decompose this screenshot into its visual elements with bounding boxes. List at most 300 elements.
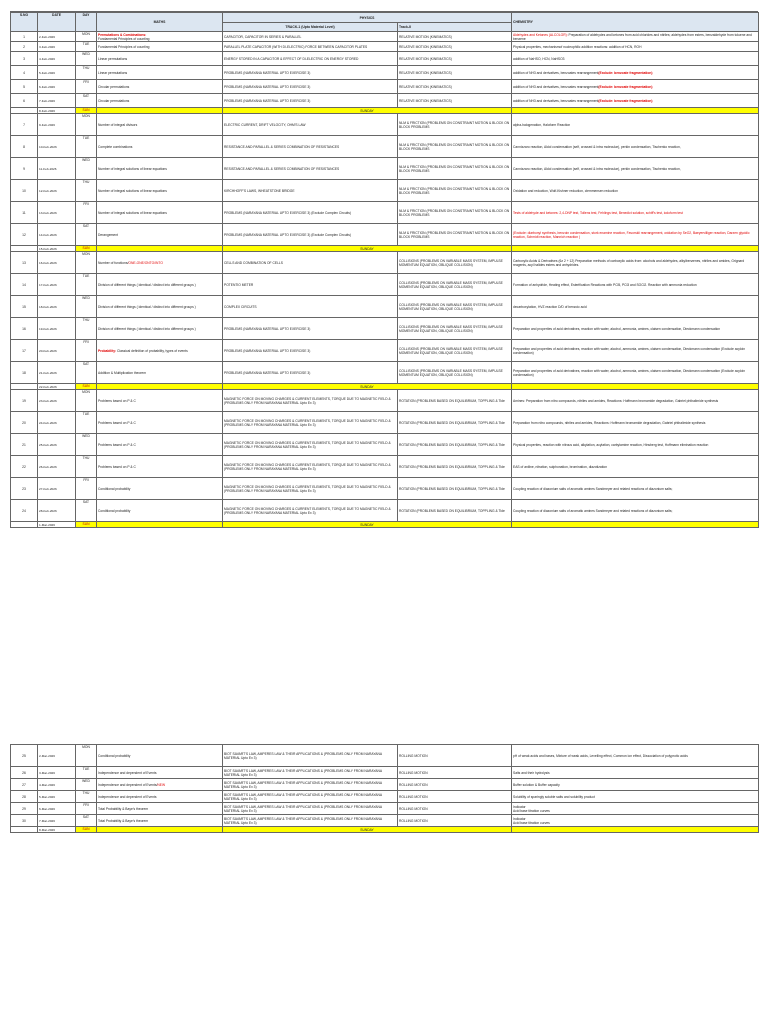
maths-topic: Number of integral divisors <box>98 122 138 127</box>
chemistry-cell <box>512 42 759 52</box>
table-row <box>11 296 759 318</box>
date-cell: 2-Mar-2026 <box>38 745 76 767</box>
day-cell: MON <box>76 745 97 767</box>
chemistry-cell <box>512 66 759 80</box>
maths-cell <box>97 252 223 274</box>
day-cell: MON <box>76 390 97 412</box>
maths-topic: Division of different things ( identical / distinct into different groups ) <box>98 304 196 309</box>
chemistry-cell <box>512 158 759 180</box>
sno-cell: 25 <box>11 745 38 767</box>
maths-cell <box>97 32 223 42</box>
table-row <box>11 390 759 412</box>
sunday-label: SUNDAY <box>223 384 512 390</box>
date-cell: 10-Feb-2026 <box>38 136 76 158</box>
sno-cell: 18 <box>11 362 38 384</box>
sno-cell: 23 <box>11 478 38 500</box>
day-cell: WED <box>76 158 97 180</box>
date-cell: 8-Mar-2026 <box>38 827 76 833</box>
maths-topic: Number of integral solutions of linear equations <box>98 188 167 193</box>
maths-topic: Number of integral solutions of linear equations <box>98 166 167 171</box>
maths-topic: Problems based on P & C <box>98 420 136 425</box>
physics-track2-cell: ROLLING MOTION <box>398 791 512 803</box>
date-cell: 20-Feb-2026 <box>38 340 76 362</box>
maths-topic-heading: Permutations & Combinations: <box>98 32 147 37</box>
maths-topic: Linear permutations <box>98 70 128 75</box>
physics-track2-cell: RELATIVE MOTION (KINEMATICS) <box>398 80 512 94</box>
physics-track2-cell: ROTATION (PROBLEMS BASED ON EQUILIBRIUM, TOPPLING & Tide <box>398 500 512 522</box>
maths-cell <box>97 827 223 833</box>
chemistry-cell <box>512 80 759 94</box>
date-cell: 9-Feb-2026 <box>38 114 76 136</box>
chemistry-cell <box>512 803 759 815</box>
maths-cell <box>97 52 223 66</box>
sunday-label: SUNDAY <box>223 827 512 833</box>
table-row <box>11 412 759 434</box>
physics-track1-cell: KIRCHHOFF'S LAWS, WHEATSTONE BRIDGE <box>223 180 398 202</box>
chemistry-topic: addition of NH3 and derivatives, benzoates rearrangement <box>513 84 599 89</box>
maths-topic: Problems based on P & C <box>98 442 136 447</box>
chemistry-topic: Preparation from nitro compounds, nitriles and amides, Reactions: Hoffmann bromamide degradation, Gabriel phthalimide synthesis <box>513 420 706 425</box>
physics-track2-cell: NLM & FRICTION (PROBLEMS ON CONSTRAINT MOTION & BLOCK ON BLOCK PROBLEMS <box>398 136 512 158</box>
sno-cell: 20 <box>11 412 38 434</box>
table-row <box>11 362 759 384</box>
physics-track1-cell: PROBLEMS (NARAYANA MATERIAL UPTO EXERCISE 3) <box>223 66 398 80</box>
physics-track2-cell: NLM & FRICTION (PROBLEMS ON CONSTRAINT MOTION & BLOCK ON BLOCK PROBLEMS <box>398 180 512 202</box>
chemistry-cell <box>512 114 759 136</box>
sno-cell: 1 <box>11 32 38 42</box>
maths-topic: Complete combinations <box>98 144 133 149</box>
date-cell: 24-Feb-2026 <box>38 412 76 434</box>
sunday-label: SUNDAY <box>223 522 512 528</box>
table-row <box>11 66 759 80</box>
date-cell: 15-Feb-2026 <box>38 246 76 252</box>
day-cell: SUN <box>76 384 97 390</box>
chemistry-topic: addition of NaHSO, HCN, NaHSO3 <box>513 56 565 61</box>
table-row <box>11 434 759 456</box>
header-track1: TRACK-1 (Upto Material Level) <box>223 23 398 32</box>
maths-topic: Independence and dependent of Events <box>98 794 157 799</box>
maths-cell <box>97 318 223 340</box>
maths-cell <box>97 296 223 318</box>
physics-track1-cell: ENERGY STORED IN A CAPACITOR & EFFECT OF DI-ELECTRIC ON ENERGY STORED <box>223 52 398 66</box>
day-cell: SAT <box>76 224 97 246</box>
chemistry-topic: Coupling reaction of diazonium salts of aromatic amines Sandmeyer and related reactions of diazonium salts; <box>513 508 673 513</box>
chemistry-topic: Preparation and properties of acid derivatives, reaction with water, alcohol, ammonia, amines, claisen condensation, Dieckmann condensation (Exclude acyloin condensation) <box>513 346 746 355</box>
physics-track2-cell: RELATIVE MOTION (KINEMATICS) <box>398 32 512 42</box>
date-cell: 7-Mar-2026 <box>38 815 76 827</box>
maths-topic: Division of different things ( identical / distinct into different groups ) <box>98 282 196 287</box>
day-cell: WED <box>76 779 97 791</box>
sno-cell: 27 <box>11 779 38 791</box>
day-cell: THU <box>76 456 97 478</box>
physics-track2-cell: COLLISIONS (PROBLEMS ON VARIABLE MASS SYSTEM, IMPULSE MOMENTUM EQUATION, OBLIQUE COLLISION) <box>398 296 512 318</box>
chemistry-topic: Cannizzaro reaction, Aldol condensation (self, crossed & intra molecular), perkin condensation, Tischenko reaction, <box>513 166 681 171</box>
maths-topic: Total Probability & Baye's theorem <box>98 806 149 811</box>
chemistry-cell <box>512 745 759 767</box>
chemistry-cell <box>512 478 759 500</box>
maths-topic-note: ONE-ONE/ONTO/INTO <box>128 260 163 265</box>
date-cell: 22-Feb-2026 <box>38 384 76 390</box>
header-physics: PHYSICS <box>223 13 512 23</box>
chemistry-topic-heading: Tests of aldehyde and ketones: 2,4-DNP test, Tollens test, Fehlings test, Benedict solution, schiff's test, iodoform test <box>513 210 683 215</box>
table-row <box>11 274 759 296</box>
maths-cell <box>97 779 223 791</box>
day-cell: THU <box>76 791 97 803</box>
date-cell: 21-Feb-2026 <box>38 362 76 384</box>
table-row <box>11 779 759 791</box>
physics-track1-cell: RESISTANCE AND PARALLEL & SERIES COMBINATION OF RESISTANCES <box>223 158 398 180</box>
date-cell: 8-Feb-2026 <box>38 108 76 114</box>
date-cell: 14-Feb-2026 <box>38 224 76 246</box>
maths-cell <box>97 202 223 224</box>
chemistry-cell <box>512 180 759 202</box>
chemistry-cell <box>512 522 759 528</box>
sno-cell: 17 <box>11 340 38 362</box>
day-cell: SUN <box>76 246 97 252</box>
chemistry-cell <box>512 456 759 478</box>
physics-track2-cell: ROLLING MOTION <box>398 767 512 779</box>
chemistry-cell <box>512 827 759 833</box>
sno-cell: 5 <box>11 80 38 94</box>
chemistry-topic: Indicator Acid base titration curves <box>513 816 550 825</box>
day-cell: SAT <box>76 815 97 827</box>
sno-cell: 14 <box>11 274 38 296</box>
chemistry-cell <box>512 296 759 318</box>
maths-cell <box>97 66 223 80</box>
maths-cell <box>97 114 223 136</box>
maths-cell <box>97 158 223 180</box>
physics-track1-cell: POTENTIO METER <box>223 274 398 296</box>
physics-track1-cell: CELLS AND COMBINATION OF CELLS <box>223 252 398 274</box>
physics-track2-cell: COLLISIONS (PROBLEMS ON VARIABLE MASS SYSTEM, IMPULSE MOMENTUM EQUATION, OBLIQUE COLLISION) <box>398 340 512 362</box>
maths-topic: Independence and dependent of Events/ <box>98 782 158 787</box>
sno-cell: 8 <box>11 136 38 158</box>
sno-cell <box>11 522 38 528</box>
maths-topic: Circular permutations <box>98 84 130 89</box>
maths-topic: Division of different things ( identical / distinct into different groups ) <box>98 326 196 331</box>
sno-cell: 26 <box>11 767 38 779</box>
maths-cell <box>97 522 223 528</box>
date-cell: 13-Feb-2026 <box>38 202 76 224</box>
table-row <box>11 180 759 202</box>
physics-track1-cell: RESISTANCE AND PARALLEL & SERIES COMBINATION OF RESISTANCES <box>223 136 398 158</box>
sno-cell: 6 <box>11 94 38 108</box>
chemistry-cell <box>512 94 759 108</box>
chemistry-topic: addition of NH3 and derivatives, benzoates rearrangement <box>513 98 599 103</box>
chemistry-cell <box>512 779 759 791</box>
maths-cell <box>97 815 223 827</box>
table-row <box>11 340 759 362</box>
table-row <box>11 791 759 803</box>
physics-track2-cell: RELATIVE MOTION (KINEMATICS) <box>398 42 512 52</box>
table-row <box>11 500 759 522</box>
header-row <box>11 13 759 23</box>
physics-track1-cell: MAGNETIC FORCE ON MOVING CHARGES & CURRENT ELEMENTS, TORQUE DUE TO MAGNETIC FIELD & (PROBLEMS ONLY FROM NARAYANA MATERIAL Upto Ex 3) <box>223 434 398 456</box>
table-row <box>11 815 759 827</box>
day-cell: TUE <box>76 412 97 434</box>
chemistry-cell <box>512 412 759 434</box>
day-cell: TUE <box>76 136 97 158</box>
sunday-row <box>11 522 759 528</box>
physics-track2-cell: ROTATION (PROBLEMS BASED ON EQUILIBRIUM, TOPPLING & Tide <box>398 478 512 500</box>
physics-track1-cell: BIOT SAVART'S LAW, AMPERES LAW & THEIR APPLICATIONS & (PROBLEMS ONLY FROM NARAYANA MATERIAL Upto Ex 3) <box>223 791 398 803</box>
physics-track1-cell: BIOT SAVART'S LAW, AMPERES LAW & THEIR APPLICATIONS & (PROBLEMS ONLY FROM NARAYANA MATERIAL Upto Ex 3) <box>223 803 398 815</box>
chemistry-topic-heading: Aldehydes and Ketones (ALCOLGR): <box>513 32 568 37</box>
day-cell: MON <box>76 252 97 274</box>
chemistry-topic: Buffer solution & Buffer capacity <box>513 782 560 787</box>
chemistry-topic: Preparation and properties of acid derivatives, reaction with water, alcohol, ammonia, amines, claisen condensation, Dieckmann condensation <box>513 326 721 331</box>
physics-track2-cell: ROLLING MOTION <box>398 803 512 815</box>
table-row <box>11 136 759 158</box>
day-cell: THU <box>76 180 97 202</box>
date-cell: 5-Mar-2026 <box>38 791 76 803</box>
schedule-table-february <box>10 12 759 528</box>
physics-track2-cell: ROTATION (PROBLEMS BASED ON EQUILIBRIUM, TOPPLING & Tide <box>398 434 512 456</box>
sno-cell: 9 <box>11 158 38 180</box>
maths-topic: Classical definition of probability, types of events <box>116 348 188 353</box>
chemistry-cell <box>512 815 759 827</box>
physics-track1-cell: BIOT SAVART'S LAW, AMPERES LAW & THEIR APPLICATIONS & (PROBLEMS ONLY FROM NARAYANA MATERIAL Upto Ex 3) <box>223 767 398 779</box>
maths-cell <box>97 340 223 362</box>
header-day: DAY <box>76 13 97 32</box>
physics-track2-cell: ROLLING MOTION <box>398 815 512 827</box>
physics-track2-cell: ROTATION (PROBLEMS BASED ON EQUILIBRIUM, TOPPLING & Tide <box>398 390 512 412</box>
sunday-label: SUNDAY <box>223 246 512 252</box>
maths-topic-heading: Probability: <box>98 348 117 353</box>
chemistry-cell <box>512 791 759 803</box>
table-row <box>11 252 759 274</box>
schedule-table-march <box>10 744 759 833</box>
day-cell: MON <box>76 32 97 42</box>
sno-cell: 2 <box>11 42 38 52</box>
physics-track1-cell: BIOT SAVART'S LAW, AMPERES LAW & THEIR APPLICATIONS & (PROBLEMS ONLY FROM NARAYANA MATERIAL Upto Ex 3) <box>223 779 398 791</box>
date-cell: 25-Feb-2026 <box>38 434 76 456</box>
date-cell: 6-Feb-2026 <box>38 80 76 94</box>
table-row <box>11 224 759 246</box>
maths-topic: Total Probability & Baye's theorem <box>98 818 149 823</box>
maths-cell <box>97 136 223 158</box>
date-cell: 23-Feb-2026 <box>38 390 76 412</box>
chemistry-topic-note: (Exclude: benzoate fragmentation) <box>598 70 653 75</box>
physics-track2-cell: NLM & FRICTION (PROBLEMS ON CONSTRAINT MOTION & BLOCK ON BLOCK PROBLEMS <box>398 158 512 180</box>
table-row <box>11 767 759 779</box>
date-cell: 1-Mar-2026 <box>38 522 76 528</box>
chemistry-topic: Solubility of sparingly soluble salts and solubility product <box>513 794 595 799</box>
table-row <box>11 52 759 66</box>
physics-track2-cell: NLM & FRICTION (PROBLEMS ON CONSTRAINT MOTION & BLOCK ON BLOCK PROBLEMS <box>398 114 512 136</box>
physics-track2-cell: RELATIVE MOTION (KINEMATICS) <box>398 52 512 66</box>
chemistry-cell <box>512 390 759 412</box>
day-cell: WED <box>76 52 97 66</box>
table-row <box>11 158 759 180</box>
header-maths: MATHS <box>97 13 223 32</box>
physics-track2-cell: NLM & FRICTION (PROBLEMS ON CONSTRAINT MOTION & BLOCK ON BLOCK PROBLEMS <box>398 224 512 246</box>
sno-cell: 19 <box>11 390 38 412</box>
sno-cell: 13 <box>11 252 38 274</box>
physics-track2-cell: ROTATION (PROBLEMS BASED ON EQUILIBRIUM, TOPPLING & Tide <box>398 412 512 434</box>
table-row <box>11 42 759 52</box>
maths-topic: Number of integral solutions of linear equations <box>98 210 167 215</box>
maths-topic: Fundamental Principles of counting <box>98 36 150 41</box>
physics-track2-cell: ROLLING MOTION <box>398 779 512 791</box>
date-cell: 12-Feb-2026 <box>38 180 76 202</box>
maths-cell <box>97 94 223 108</box>
sno-cell: 29 <box>11 803 38 815</box>
date-cell: 3-Mar-2026 <box>38 767 76 779</box>
physics-track1-cell: CAPACITOR, CAPACITOR IN SERIES & PARALLEL <box>223 32 398 42</box>
table-row <box>11 94 759 108</box>
chemistry-topic: Cannizzaro reaction, Aldol condensation (self, crossed & intra molecular), perkin condensation, Tischenko reaction, <box>513 144 681 149</box>
maths-topic: Conditional probability <box>98 486 131 491</box>
table-row <box>11 114 759 136</box>
physics-track1-cell: COMPLEX CIRCUITS <box>223 296 398 318</box>
maths-cell <box>97 274 223 296</box>
chemistry-topic: Indicator Acid base titration curves <box>513 804 550 813</box>
sno-cell <box>11 827 38 833</box>
chemistry-cell <box>512 202 759 224</box>
day-cell: TUE <box>76 767 97 779</box>
sno-cell: 28 <box>11 791 38 803</box>
maths-cell <box>97 767 223 779</box>
sno-cell: 30 <box>11 815 38 827</box>
chemistry-cell <box>512 274 759 296</box>
chemistry-topic: Preparation and properties of acid derivatives, reaction with water, alcohol, ammonia, amines, claisen condensation, Dieckmann condensation (Exclude acyloin condensation) <box>513 368 746 377</box>
day-cell: FRI <box>76 340 97 362</box>
chemistry-topic: addition of NH3 and derivatives, benzoates rearrangement <box>513 70 599 75</box>
date-cell: 6-Mar-2026 <box>38 803 76 815</box>
sno-cell: 12 <box>11 224 38 246</box>
physics-track1-cell: PROBLEMS (NARAYANA MATERIAL UPTO EXERCISE 3) <box>223 318 398 340</box>
chemistry-cell <box>512 500 759 522</box>
maths-topic: Independence and dependent of Events <box>98 770 157 775</box>
maths-cell <box>97 362 223 384</box>
physics-track2-cell: RELATIVE MOTION (KINEMATICS) <box>398 94 512 108</box>
physics-track1-cell: PARALLEL PLATE CAPACITOR (WITH DI-ELECTRIC) FORCE BETWEEN CAPACITOR PLATES <box>223 42 398 52</box>
maths-cell <box>97 412 223 434</box>
sno-cell: 22 <box>11 456 38 478</box>
table-row <box>11 202 759 224</box>
physics-track2-cell: COLLISIONS (PROBLEMS ON VARIABLE MASS SYSTEM, IMPULSE MOMENTUM EQUATION, OBLIQUE COLLISION) <box>398 318 512 340</box>
chemistry-topic-heading: (Exclude: diarbonyl synthesis, benzoin condensation, stork enamine reaction, Favorskii rearrangement, oxidation by SeO2, Baeyervilliger reaction, Darzen glycidic reaction, Schmidt reaction, Mannich reaction ) <box>513 230 750 239</box>
chemistry-topic: Physical properties, reaction with nitrous acid, alkylation, acylation, carbylamine reaction, Hinsberg test, Hoffmann elimination reaction <box>513 442 709 447</box>
day-cell: FRI <box>76 478 97 500</box>
day-cell: SAT <box>76 94 97 108</box>
date-cell: 4-Feb-2026 <box>38 52 76 66</box>
physics-track1-cell: BIOT SAVART'S LAW, AMPERES LAW & THEIR APPLICATIONS & (PROBLEMS ONLY FROM NARAYANA MATERIAL Upto Ex 3) <box>223 745 398 767</box>
chemistry-cell <box>512 136 759 158</box>
sunday-label: SUNDAY <box>223 108 512 114</box>
sno-cell: 10 <box>11 180 38 202</box>
sno-cell: 11 <box>11 202 38 224</box>
maths-cell <box>97 478 223 500</box>
date-cell: 28-Feb-2026 <box>38 500 76 522</box>
maths-cell <box>97 80 223 94</box>
maths-topic: Circular permutations <box>98 98 130 103</box>
day-cell: FRI <box>76 803 97 815</box>
day-cell: MON <box>76 114 97 136</box>
physics-track2-cell: ROTATION (PROBLEMS BASED ON EQUILIBRIUM, TOPPLING & Tide <box>398 456 512 478</box>
day-cell: SUN <box>76 108 97 114</box>
chemistry-topic-note: (Exclude: benzoate fragmentation) <box>598 98 653 103</box>
maths-cell <box>97 42 223 52</box>
maths-topic: Problems based on P & C <box>98 464 136 469</box>
day-cell: WED <box>76 434 97 456</box>
table-row <box>11 80 759 94</box>
chemistry-topic: Carboxylic Acids & Derivatives (6z 2 + 12) Preparation methods of carboxylic acids from: alcohols and aldehydes, alkylbenzenes, nitriles and amides, Grignard reagents, acyl halides esters and anhydrides. <box>513 258 745 267</box>
physics-track2-cell: COLLISIONS (PROBLEMS ON VARIABLE MASS SYSTEM, IMPULSE MOMENTUM EQUATION, OBLIQUE COLLISION) <box>398 274 512 296</box>
day-cell: THU <box>76 66 97 80</box>
day-cell: TUE <box>76 42 97 52</box>
table-row <box>11 32 759 42</box>
chemistry-cell <box>512 434 759 456</box>
physics-track1-cell: MAGNETIC FORCE ON MOVING CHARGES & CURRENT ELEMENTS, TORQUE DUE TO MAGNETIC FIELD & (PROBLEMS ONLY FROM NARAYANA MATERIAL Upto Ex 3) <box>223 456 398 478</box>
maths-topic: Fundamental Principles of counting <box>98 44 150 49</box>
sno-cell: 3 <box>11 52 38 66</box>
date-cell: 27-Feb-2026 <box>38 478 76 500</box>
maths-cell <box>97 390 223 412</box>
date-cell: 2-Feb-2026 <box>38 32 76 42</box>
header-chemistry: CHEMISTRY <box>512 13 759 32</box>
table-row <box>11 745 759 767</box>
physics-track1-cell: MAGNETIC FORCE ON MOVING CHARGES & CURRENT ELEMENTS, TORQUE DUE TO MAGNETIC FIELD & (PROBLEMS ONLY FROM NARAYANA MATERIAL Upto Ex 3) <box>223 478 398 500</box>
date-cell: 4-Mar-2026 <box>38 779 76 791</box>
maths-cell <box>97 456 223 478</box>
physics-track1-cell: PROBLEMS (NARAYANA MATERIAL UPTO EXERCISE 3) <box>223 94 398 108</box>
table-row <box>11 456 759 478</box>
chemistry-topic: Salts and their hydrolysis <box>513 770 550 775</box>
physics-track2-cell: NLM & FRICTION (PROBLEMS ON CONSTRAINT MOTION & BLOCK ON BLOCK PROBLEMS <box>398 202 512 224</box>
chemistry-topic: Formation of anhydride, Heating effect, Esterification Reactions with PCl5, PCl3 and SOCl2. Reaction with ammonia reduction <box>513 282 697 287</box>
maths-topic: Addition & Multiplication theorem <box>98 370 147 375</box>
chemistry-cell <box>512 52 759 66</box>
day-cell: THU <box>76 318 97 340</box>
chemistry-cell <box>512 252 759 274</box>
maths-topic: Conditional probability <box>98 508 131 513</box>
maths-cell <box>97 500 223 522</box>
chemistry-cell <box>512 340 759 362</box>
chemistry-topic-note: (Exclude: benzoate fragmentation) <box>598 84 653 89</box>
chemistry-cell <box>512 318 759 340</box>
date-cell: 18-Feb-2026 <box>38 296 76 318</box>
maths-topic: Conditional probability <box>98 753 131 758</box>
chemistry-topic: alpha-halogenation, Haloform Reaction <box>513 122 571 127</box>
chemistry-topic: Oxidation and reduction, Wolf-Kishner reduction, clemmensen reduction <box>513 188 618 193</box>
date-cell: 7-Feb-2026 <box>38 94 76 108</box>
physics-track1-cell: PROBLEMS (NARAYANA MATERIAL UPTO EXERCISE 3) <box>223 340 398 362</box>
maths-topic: Number of functions/ <box>98 260 129 265</box>
maths-cell <box>97 224 223 246</box>
date-cell: 5-Feb-2026 <box>38 66 76 80</box>
physics-track1-cell: PROBLEMS (NARAYANA MATERIAL UPTO EXERCISE 3) (Exclude Complex Circuits) <box>223 202 398 224</box>
maths-topic-note: NEW <box>157 782 166 787</box>
chemistry-topic: Amines: Preparation from nitro compounds, nitriles and amides, Reactions: Hoffmann bromamide degradation, Gabriel phthalimide synthesis <box>513 398 719 403</box>
chemistry-cell <box>512 224 759 246</box>
table-row <box>11 803 759 815</box>
sno-cell: 4 <box>11 66 38 80</box>
day-cell: FRI <box>76 80 97 94</box>
physics-track1-cell: ELECTRIC CURRENT, DRIFT VELOCITY, OHM'S LAW <box>223 114 398 136</box>
chemistry-topic: Preparation of aldehydes and ketones from acid chlorides and nitriles; aldehydes from esters, benzaldehyde from toluene and benzene <box>513 32 752 41</box>
maths-cell <box>97 180 223 202</box>
physics-track2-cell: RELATIVE MOTION (KINEMATICS) <box>398 66 512 80</box>
physics-track1-cell: MAGNETIC FORCE ON MOVING CHARGES & CURRENT ELEMENTS, TORQUE DUE TO MAGNETIC FIELD & (PROBLEMS ONLY FROM NARAYANA MATERIAL Upto Ex 3) <box>223 390 398 412</box>
chemistry-topic: pH of weak acids and bases, Mixture of weak acids, Levelling effect, Common ion effect, Dissociation of polyprotic acids <box>513 753 688 758</box>
date-cell: 11-Feb-2026 <box>38 158 76 180</box>
chemistry-cell <box>512 362 759 384</box>
day-cell: SUN <box>76 827 97 833</box>
physics-track2-cell: COLLISIONS (PROBLEMS ON VARIABLE MASS SYSTEM, IMPULSE MOMENTUM EQUATION, OBLIQUE COLLISION) <box>398 362 512 384</box>
table-row <box>11 318 759 340</box>
